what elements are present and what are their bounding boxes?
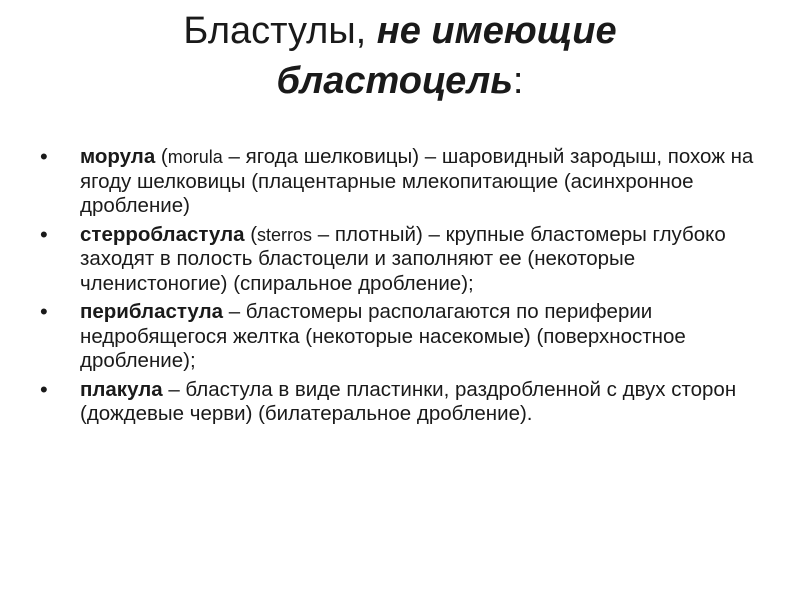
bullet-dot-icon: • xyxy=(40,144,48,169)
bullet-text: – ягода шелковицы) – шаровидный зародыш, похож на ягоду шелковицы (плацентарные млекопитающие (асинхронное дробление) xyxy=(80,145,754,217)
title-emphasis-line1: не имеющие xyxy=(376,10,617,52)
bullet-term: морула xyxy=(80,145,156,168)
title-emphasis-line2: бластоцель xyxy=(276,60,513,102)
title-colon: : xyxy=(512,60,524,102)
bullet-dot-icon: • xyxy=(40,221,48,247)
bullet-list xyxy=(40,145,770,431)
slide-title xyxy=(0,6,800,106)
bullet-latin-word: morula xyxy=(167,147,223,167)
bullet-text: – плотный) – крупные бластомеры глубоко заходят в полость бластоцели и заполняют ее (некоторые членистоногие) (спиральное дробление); xyxy=(80,222,726,295)
bullet-term: перибластула xyxy=(80,300,223,323)
bullet-dot-icon: • xyxy=(40,299,48,324)
bullet-paren-open: ( xyxy=(244,222,258,246)
bullet-text: – бластула в виде пластинки, раздробленной с двух сторон (дождевые черви) (билатеральное дробление). xyxy=(80,377,737,425)
bullet-term: плакула xyxy=(80,377,163,401)
bullet-item-periblastula xyxy=(40,300,770,374)
bullet-paren-open: ( xyxy=(155,145,168,168)
bullet-term: стерробластула xyxy=(80,222,245,246)
bullet-dot-icon: • xyxy=(40,376,48,402)
bullet-latin-word: sterros xyxy=(257,224,313,245)
bullet-item-morula xyxy=(40,145,770,219)
title-normal-text: Бластулы, xyxy=(183,10,377,52)
bullet-item-placula xyxy=(40,378,770,427)
bullet-text: – бластомеры располагаются по периферии недробящегося желтка (некоторые насекомые) (поверхностное дробление); xyxy=(80,300,686,372)
bullet-item-sterroblastula xyxy=(40,223,770,297)
